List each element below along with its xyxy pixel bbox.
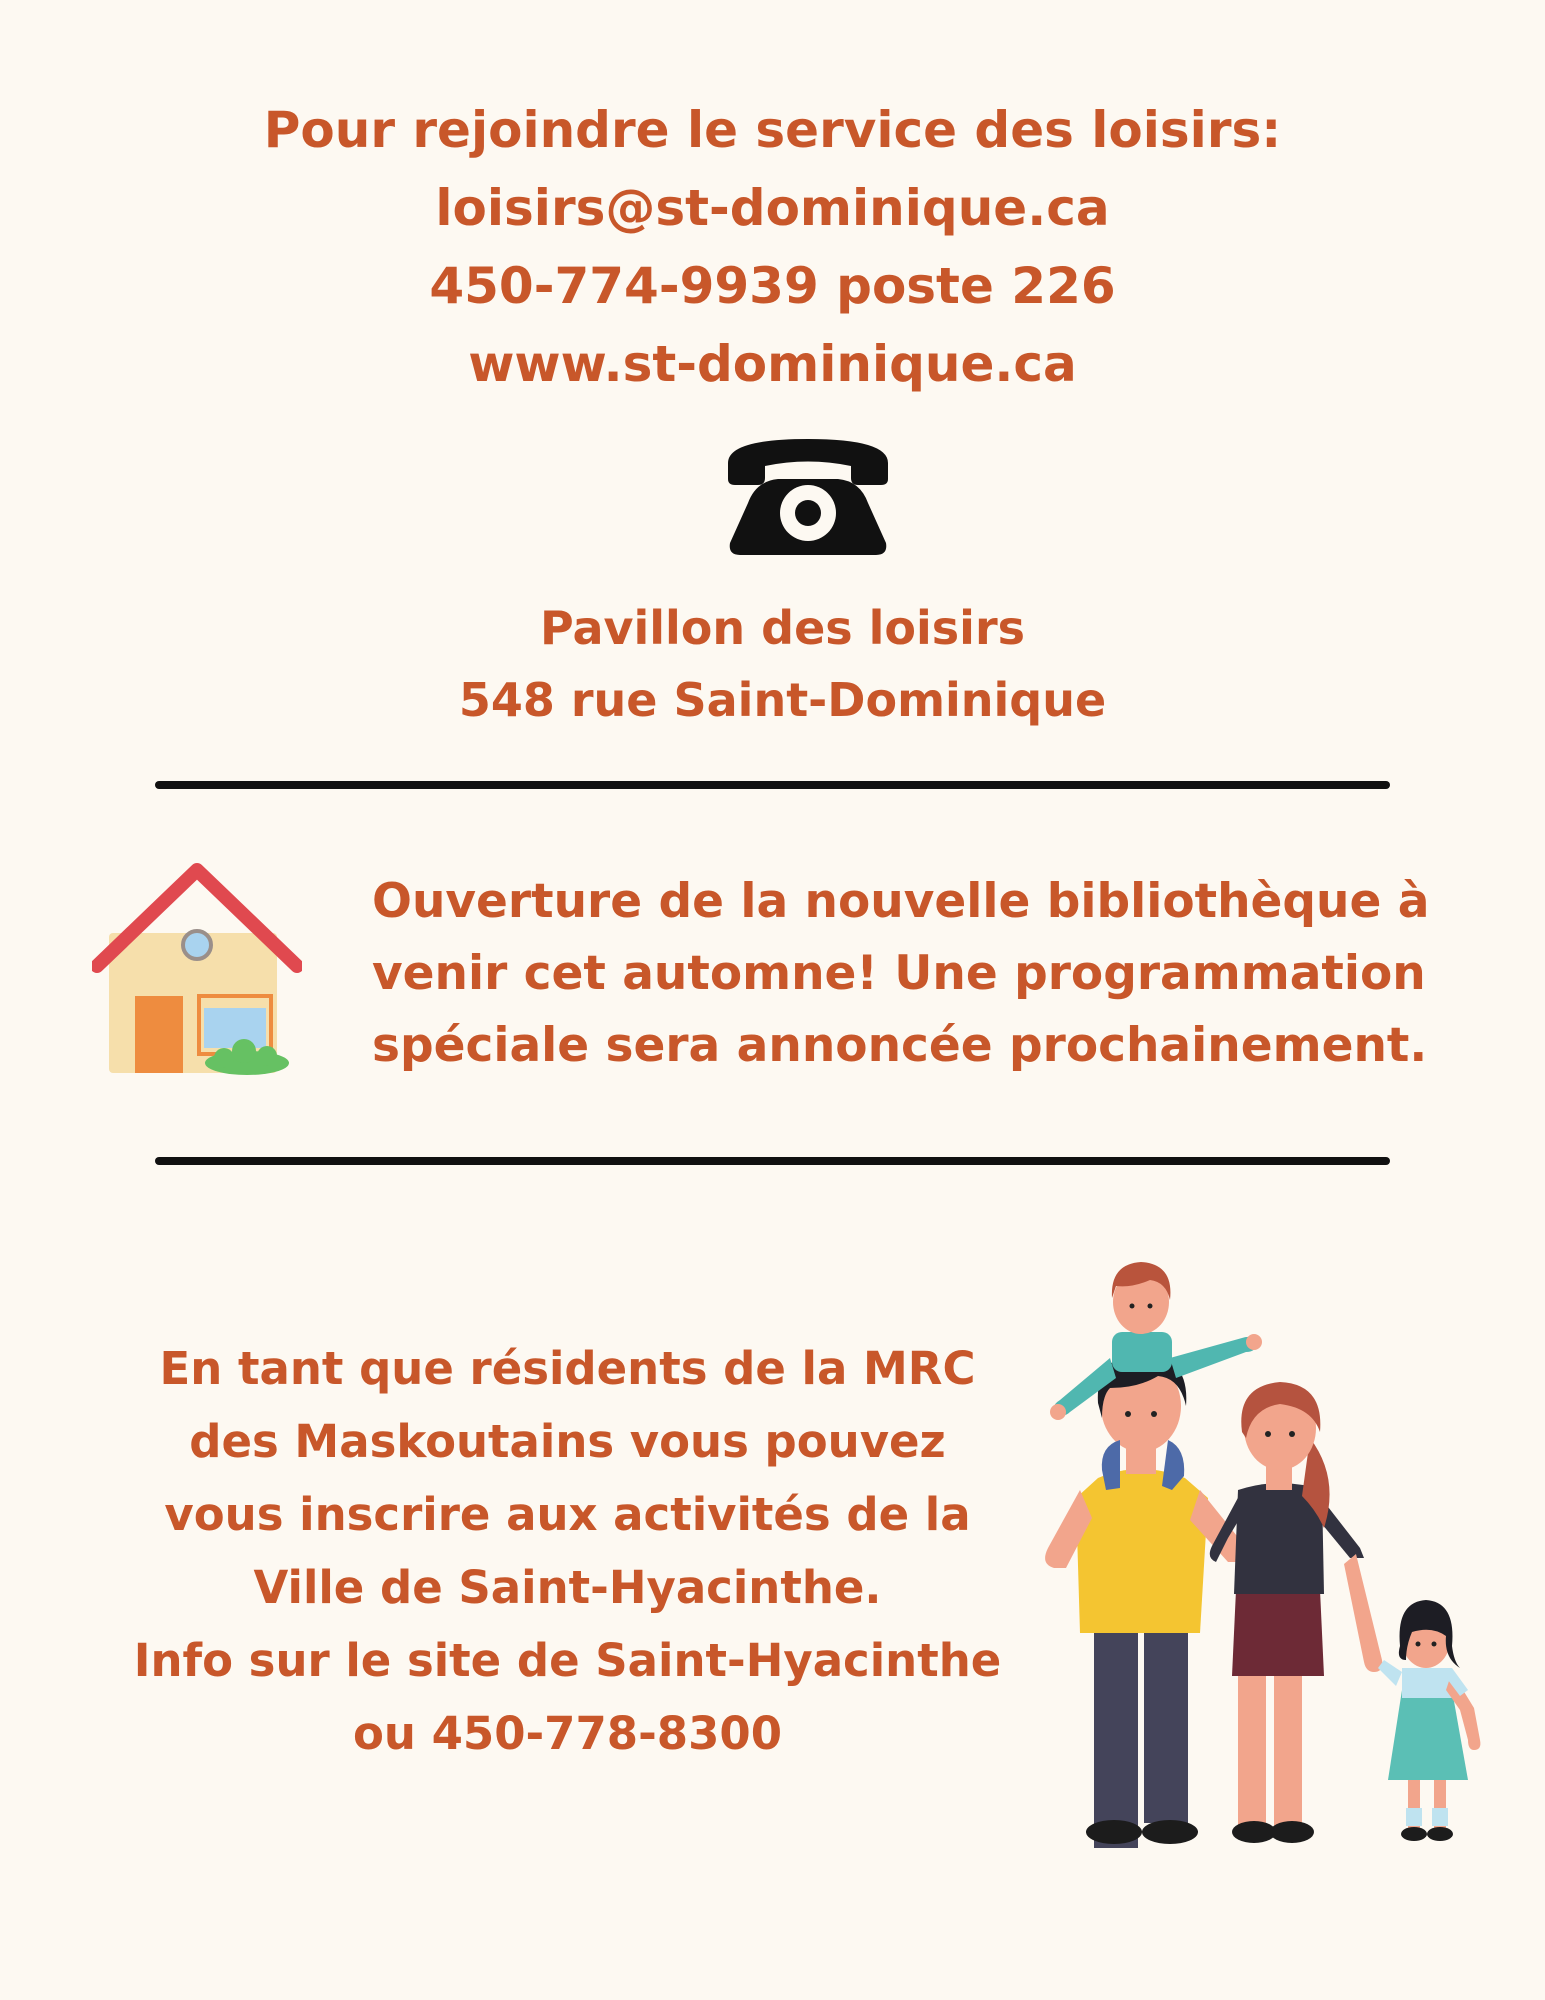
library-announcement (372, 866, 1472, 1082)
divider-bottom (155, 1157, 1390, 1165)
residents-line-1: En tant que résidents de la MRC (159, 1342, 976, 1395)
library-line-3: spéciale sera annoncée prochainement. (372, 1018, 1428, 1073)
telephone-icon (718, 433, 898, 558)
contact-heading: Pour rejoindre le service des loisirs: (263, 101, 1282, 159)
library-line-1: Ouverture de la nouvelle bibliothèque à (372, 874, 1430, 929)
location-name: Pavillon des loisirs (539, 601, 1026, 655)
house-icon (92, 858, 302, 1078)
residents-line-3: vous inscrire aux activités de la (164, 1488, 971, 1541)
location-section (0, 592, 1545, 736)
contact-website-link[interactable]: www.st-dominique.ca (468, 335, 1077, 393)
divider-top (155, 781, 1390, 789)
contact-email-link[interactable]: loisirs@st-dominique.ca (435, 179, 1110, 237)
residents-line-4: Ville de Saint-Hyacinthe. (253, 1561, 882, 1614)
residents-line-2: des Maskoutains vous pouvez (189, 1415, 946, 1468)
location-address: 548 rue Saint-Dominique (458, 673, 1107, 727)
library-line-2: venir cet automne! Une programmation (372, 946, 1426, 1001)
residents-line-5: Info sur le site de Saint-Hyacinthe (133, 1634, 1002, 1687)
contact-section (0, 91, 1545, 403)
residents-section (80, 1332, 1055, 1770)
family-illustration (1040, 1228, 1500, 1848)
residents-line-6: ou 450-778-8300 (352, 1707, 783, 1760)
contact-phone: 450-774-9939 poste 226 (429, 257, 1116, 315)
